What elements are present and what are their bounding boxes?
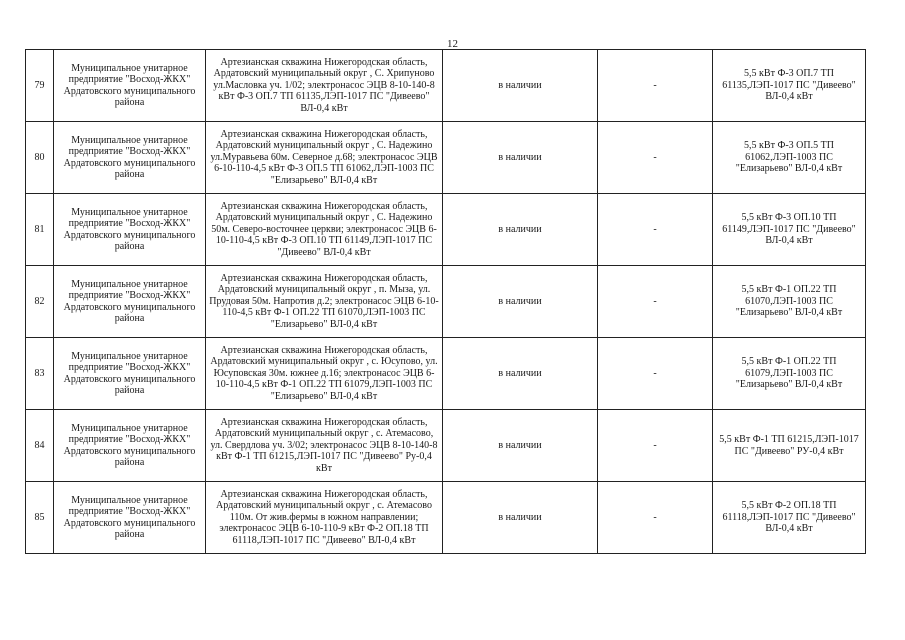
object-description-cell: Артезианская скважина Нижегородская область, Ардатовский муниципальный округ , с. Атемасово 110м. От жив.фермы в южном направлении; электронасос ЭЦВ 6-10-110-9 кВт Ф-2 ОП.18 ТП 61118,ЛЭП-1017 ПС "Дивеево" ВЛ-0,4 кВт [206, 482, 443, 554]
object-description-cell: Артезианская скважина Нижегородская область, Ардатовский муниципальный округ , п. Мыза, ул. Прудовая 50м. Напротив д.2; электронасос ЭЦВ 6-10-110-4,5 кВт Ф-1 ОП.22 ТП 61070,ЛЭП-1003 ПС "Елизарьево" ВЛ-0,4 кВт [206, 266, 443, 338]
owner-cell: Муниципальное унитарное предприятие "Восход-ЖКХ" Ардатовского муниципального района [54, 50, 206, 122]
owner-cell: Муниципальное унитарное предприятие "Восход-ЖКХ" Ардатовского муниципального района [54, 266, 206, 338]
availability-cell: в наличии [443, 410, 598, 482]
empty-value-cell: - [598, 266, 713, 338]
object-description-cell: Артезианская скважина Нижегородская область, Ардатовский муниципальный округ , С. Надежино 50м. Северо-восточнее церкви; электронасос ЭЦВ 6-10-110-4,5 кВт Ф-3 ОП.10 ТП 61149,ЛЭП-1017 ПС "Дивеево" ВЛ-0,4 кВт [206, 194, 443, 266]
empty-value-cell: - [598, 50, 713, 122]
owner-cell: Муниципальное унитарное предприятие "Восход-ЖКХ" Ардатовского муниципального района [54, 482, 206, 554]
availability-cell: в наличии [443, 50, 598, 122]
empty-value-cell: - [598, 122, 713, 194]
power-supply-cell: 5,5 кВт Ф-2 ОП.18 ТП 61118,ЛЭП-1017 ПС "Дивеево" ВЛ-0,4 кВт [713, 482, 866, 554]
empty-value-cell: - [598, 338, 713, 410]
owner-cell: Муниципальное унитарное предприятие "Восход-ЖКХ" Ардатовского муниципального района [54, 194, 206, 266]
page-number: 12 [447, 38, 458, 50]
power-supply-cell: 5,5 кВт Ф-3 ОП.5 ТП 61062,ЛЭП-1003 ПС "Елизарьево" ВЛ-0,4 кВт [713, 122, 866, 194]
power-supply-cell: 5,5 кВт Ф-3 ОП.7 ТП 61135,ЛЭП-1017 ПС "Дивеево" ВЛ-0,4 кВт [713, 50, 866, 122]
availability-cell: в наличии [443, 194, 598, 266]
empty-value-cell: - [598, 194, 713, 266]
row-number-cell: 81 [26, 194, 54, 266]
availability-cell: в наличии [443, 338, 598, 410]
power-supply-cell: 5,5 кВт Ф-1 ОП.22 ТП 61070,ЛЭП-1003 ПС "Елизарьево" ВЛ-0,4 кВт [713, 266, 866, 338]
availability-cell: в наличии [443, 482, 598, 554]
owner-cell: Муниципальное унитарное предприятие "Восход-ЖКХ" Ардатовского муниципального района [54, 338, 206, 410]
table-row [26, 122, 866, 194]
table-row [26, 266, 866, 338]
owner-cell: Муниципальное унитарное предприятие "Восход-ЖКХ" Ардатовского муниципального района [54, 122, 206, 194]
row-number-cell: 83 [26, 338, 54, 410]
table-row [26, 410, 866, 482]
power-supply-cell: 5,5 кВт Ф-3 ОП.10 ТП 61149,ЛЭП-1017 ПС "Дивеево" ВЛ-0,4 кВт [713, 194, 866, 266]
table-row [26, 482, 866, 554]
registry-table [25, 49, 866, 554]
row-number-cell: 79 [26, 50, 54, 122]
table-row [26, 194, 866, 266]
object-description-cell: Артезианская скважина Нижегородская область, Ардатовский муниципальный округ , с. Юсупово, ул. Юсуповская 30м. южнее д.16; электронасос ЭЦВ 6-10-110-4,5 кВт Ф-1 ОП.22 ТП 61079,ЛЭП-1003 ПС "Елизарьево" ВЛ-0,4 кВт [206, 338, 443, 410]
empty-value-cell: - [598, 482, 713, 554]
table-row [26, 338, 866, 410]
table-row [26, 50, 866, 122]
power-supply-cell: 5,5 кВт Ф-1 ОП.22 ТП 61079,ЛЭП-1003 ПС "Елизарьево" ВЛ-0,4 кВт [713, 338, 866, 410]
availability-cell: в наличии [443, 266, 598, 338]
object-description-cell: Артезианская скважина Нижегородская область, Ардатовский муниципальный округ , С. Хрипуново ул.Масловка уч. 1/02; электронасос ЭЦВ 8-10-140-8 кВт Ф-3 ОП.7 ТП 61135,ЛЭП-1017 ПС "Дивеево" ВЛ-0,4 кВт [206, 50, 443, 122]
object-description-cell: Артезианская скважина Нижегородская область, Ардатовский муниципальный округ , с. Атемасово, ул. Свердлова уч. 3/02; электронасос ЭЦВ 8-10-140-8 кВт Ф-1 ТП 61215,ЛЭП-1017 ПС "Дивеево" Ру-0,4 кВт [206, 410, 443, 482]
row-number-cell: 82 [26, 266, 54, 338]
object-description-cell: Артезианская скважина Нижегородская область, Ардатовский муниципальный округ , С. Надежино ул.Муравьева 60м. Северное д.68; электронасос ЭЦВ 6-10-110-4,5 кВт Ф-3 ОП.5 ТП 61062,ЛЭП-1003 ПС "Елизарьево" ВЛ-0,4 кВт [206, 122, 443, 194]
power-supply-cell: 5,5 кВт Ф-1 ТП 61215,ЛЭП-1017 ПС "Дивеево" РУ-0,4 кВт [713, 410, 866, 482]
row-number-cell: 84 [26, 410, 54, 482]
owner-cell: Муниципальное унитарное предприятие "Восход-ЖКХ" Ардатовского муниципального района [54, 410, 206, 482]
row-number-cell: 80 [26, 122, 54, 194]
availability-cell: в наличии [443, 122, 598, 194]
empty-value-cell: - [598, 410, 713, 482]
row-number-cell: 85 [26, 482, 54, 554]
